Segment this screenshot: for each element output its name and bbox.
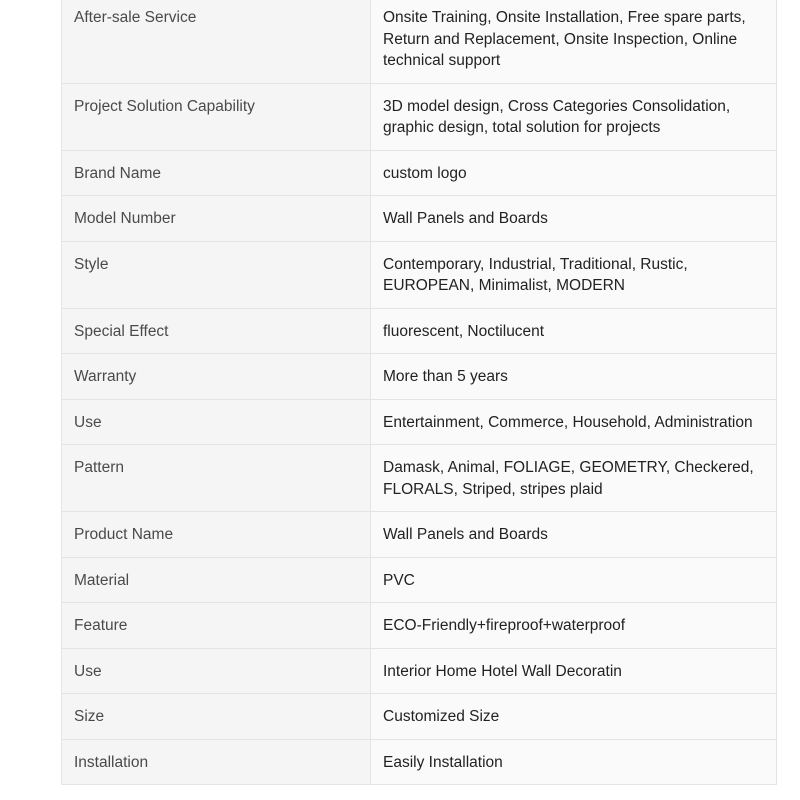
attribute-value: Easily Installation — [371, 739, 777, 785]
attribute-value: Onsite Training, Onsite Installation, Free spare parts, Return and Replacement, Onsite Inspection, Online technical support — [371, 0, 777, 83]
attribute-name: Pattern — [62, 445, 371, 512]
table-row — [62, 512, 777, 558]
spec-table — [61, 0, 777, 785]
attribute-value: Interior Home Hotel Wall Decoratin — [371, 648, 777, 694]
table-row — [62, 150, 777, 196]
product-specifications — [61, 0, 776, 785]
attribute-value: Damask, Animal, FOLIAGE, GEOMETRY, Checkered, FLORALS, Striped, stripes plaid — [371, 445, 777, 512]
attribute-value: Wall Panels and Boards — [371, 512, 777, 558]
attribute-name: Material — [62, 557, 371, 603]
table-row — [62, 739, 777, 785]
table-row — [62, 308, 777, 354]
attribute-name: Size — [62, 694, 371, 740]
table-row — [62, 603, 777, 649]
attribute-value: fluorescent, Noctilucent — [371, 308, 777, 354]
table-row — [62, 354, 777, 400]
attribute-name: Brand Name — [62, 150, 371, 196]
attribute-name: Use — [62, 648, 371, 694]
attribute-name: Product Name — [62, 512, 371, 558]
table-row — [62, 648, 777, 694]
attribute-name: Feature — [62, 603, 371, 649]
attribute-value: Customized Size — [371, 694, 777, 740]
table-row — [62, 196, 777, 242]
table-row — [62, 557, 777, 603]
attribute-value: Entertainment, Commerce, Household, Administration — [371, 399, 777, 445]
attribute-name: Special Effect — [62, 308, 371, 354]
attribute-value: More than 5 years — [371, 354, 777, 400]
table-row — [62, 445, 777, 512]
table-row — [62, 241, 777, 308]
attribute-value: Contemporary, Industrial, Traditional, Rustic, EUROPEAN, Minimalist, MODERN — [371, 241, 777, 308]
table-row — [62, 694, 777, 740]
attribute-name: Use — [62, 399, 371, 445]
attribute-value: Wall Panels and Boards — [371, 196, 777, 242]
attribute-value: custom logo — [371, 150, 777, 196]
table-row — [62, 399, 777, 445]
attribute-value: 3D model design, Cross Categories Consolidation, graphic design, total solution for projects — [371, 83, 777, 150]
attribute-name: Style — [62, 241, 371, 308]
attribute-name: Installation — [62, 739, 371, 785]
table-row — [62, 83, 777, 150]
attribute-value: ECO-Friendly+fireproof+waterproof — [371, 603, 777, 649]
attribute-name: After-sale Service — [62, 0, 371, 83]
attribute-name: Project Solution Capability — [62, 83, 371, 150]
attribute-value: PVC — [371, 557, 777, 603]
attribute-name: Warranty — [62, 354, 371, 400]
attribute-name: Model Number — [62, 196, 371, 242]
table-row — [62, 0, 777, 83]
